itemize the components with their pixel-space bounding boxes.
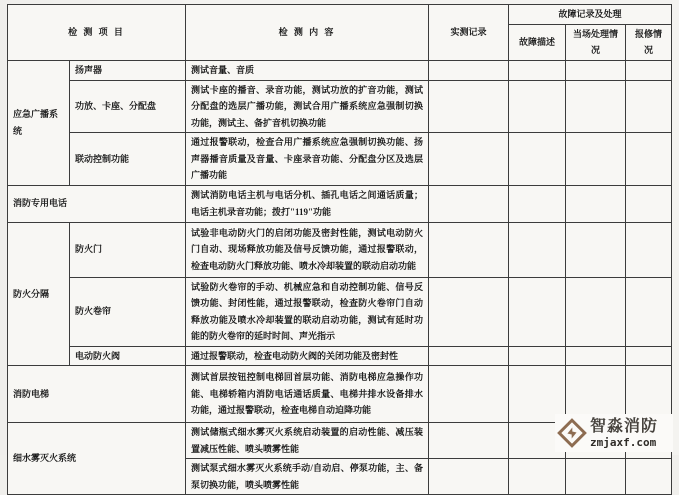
content-cell: 测试储瓶式细水雾灭火系统启动装置的启动性能、减压装置减压性能、喷头喷雾性能 <box>186 423 429 459</box>
header-fault-desc: 故障描述 <box>509 24 566 60</box>
fault-desc-cell <box>509 459 566 495</box>
content-cell: 通过报警联动，检查合用广播系统应急强制切换功能、扬声器播音质量及音量、卡座录音功能、分配盘分区及选层广播功能 <box>186 133 429 186</box>
table-row <box>8 277 672 346</box>
group-cell-fire-separation: 防火分隔 <box>8 222 70 366</box>
fault-desc-cell <box>509 185 566 222</box>
item-cell: 防火卷帘 <box>70 277 186 346</box>
record-cell <box>429 346 509 366</box>
record-cell <box>429 133 509 186</box>
header-record: 实测记录 <box>429 5 509 61</box>
repair-status-cell <box>626 185 672 222</box>
fault-desc-cell <box>509 346 566 366</box>
watermark-logo <box>555 414 673 452</box>
group-cell-fire-telephone: 消防专用电话 <box>8 185 186 222</box>
content-cell: 测试消防电话主机与电话分机、插孔电话之间通话质量；电话主机录音功能；拨打"119"功能 <box>186 185 429 222</box>
content-cell: 测试音量、音质 <box>186 60 429 80</box>
repair-status-cell <box>626 60 672 80</box>
zhimiao-diamond-icon <box>557 418 587 448</box>
repair-status-cell <box>626 459 672 495</box>
record-cell <box>429 222 509 277</box>
content-cell: 测试首层按钮控制电梯回首层功能、消防电梯应急操作功能、电梯轿箱内消防电话通话质量、电梯井排水设备排水功能，通过报警联动，检查电梯自动迫降功能 <box>186 366 429 423</box>
header-repair-status: 报修情况 <box>626 24 672 60</box>
table-row <box>8 346 672 366</box>
group-cell-water-mist-system: 细水雾灭火系统 <box>8 423 186 495</box>
record-cell <box>429 366 509 423</box>
record-cell <box>429 185 509 222</box>
record-cell <box>429 459 509 495</box>
header-onsite-handling: 当场处理情况 <box>566 24 626 60</box>
record-cell <box>429 277 509 346</box>
watermark-site: zmjaxf.com <box>590 435 657 449</box>
watermark-text <box>590 419 658 448</box>
item-cell: 功放、卡座、分配盘 <box>70 80 186 133</box>
fault-desc-cell <box>509 80 566 133</box>
fault-desc-cell <box>509 277 566 346</box>
content-cell: 测试卡座的播音、录音功能，测试功放的扩音功能，测试分配盘的选层广播功能，测试合用广播系统应急强制切换功能，测试主、备扩音机切换功能 <box>186 80 429 133</box>
item-cell: 扬声器 <box>70 60 186 80</box>
header-project: 检 测 项 目 <box>8 5 186 61</box>
item-cell: 联动控制功能 <box>70 133 186 186</box>
onsite-handling-cell <box>566 222 626 277</box>
fault-desc-cell <box>509 222 566 277</box>
repair-status-cell <box>626 222 672 277</box>
content-cell: 测试泵式细水雾灭火系统手动/自动启、停泵功能，主、备泵切换功能，喷头喷雾性能 <box>186 459 429 495</box>
header-fault-group: 故障记录及处理 <box>509 5 672 25</box>
table-row <box>8 222 672 277</box>
watermark-brand: 智淼消防 <box>590 417 659 435</box>
onsite-handling-cell <box>566 60 626 80</box>
item-cell: 防火门 <box>70 222 186 277</box>
content-cell: 试验防火卷帘的手动、机械应急和自动控制功能、信号反馈功能、封闭性能，通过报警联动，检查防火卷帘门自动释放功能及喷水冷却装置的联动启动功能，测试有延时功能的防火卷帘的延时时间、声光指示 <box>186 277 429 346</box>
table-row <box>8 80 672 133</box>
record-cell <box>429 80 509 133</box>
content-cell: 试验非电动防火门的启闭功能及密封性能，测试电动防火门自动、现场释放功能及信号反馈功能，通过报警联动，检查电动防火门释放功能、喷水冷却装置的联动启动功能 <box>186 222 429 277</box>
fault-desc-cell <box>509 133 566 186</box>
fault-desc-cell <box>509 60 566 80</box>
table-row <box>8 133 672 186</box>
content-cell: 通过报警联动，检查电动防火阀的关闭功能及密封性 <box>186 346 429 366</box>
record-cell <box>429 423 509 459</box>
header-content: 检 测 内 容 <box>186 5 429 61</box>
repair-status-cell <box>626 277 672 346</box>
onsite-handling-cell <box>566 185 626 222</box>
item-cell: 电动防火阀 <box>70 346 186 366</box>
group-cell-emergency-broadcast: 应急广播系统 <box>8 60 70 185</box>
record-cell <box>429 60 509 80</box>
onsite-handling-cell <box>566 346 626 366</box>
table-row <box>8 185 672 222</box>
repair-status-cell <box>626 133 672 186</box>
group-cell-fire-elevator: 消防电梯 <box>8 366 186 423</box>
table-row <box>8 60 672 80</box>
onsite-handling-cell <box>566 277 626 346</box>
onsite-handling-cell <box>566 459 626 495</box>
repair-status-cell <box>626 80 672 133</box>
onsite-handling-cell <box>566 80 626 133</box>
repair-status-cell <box>626 346 672 366</box>
onsite-handling-cell <box>566 133 626 186</box>
